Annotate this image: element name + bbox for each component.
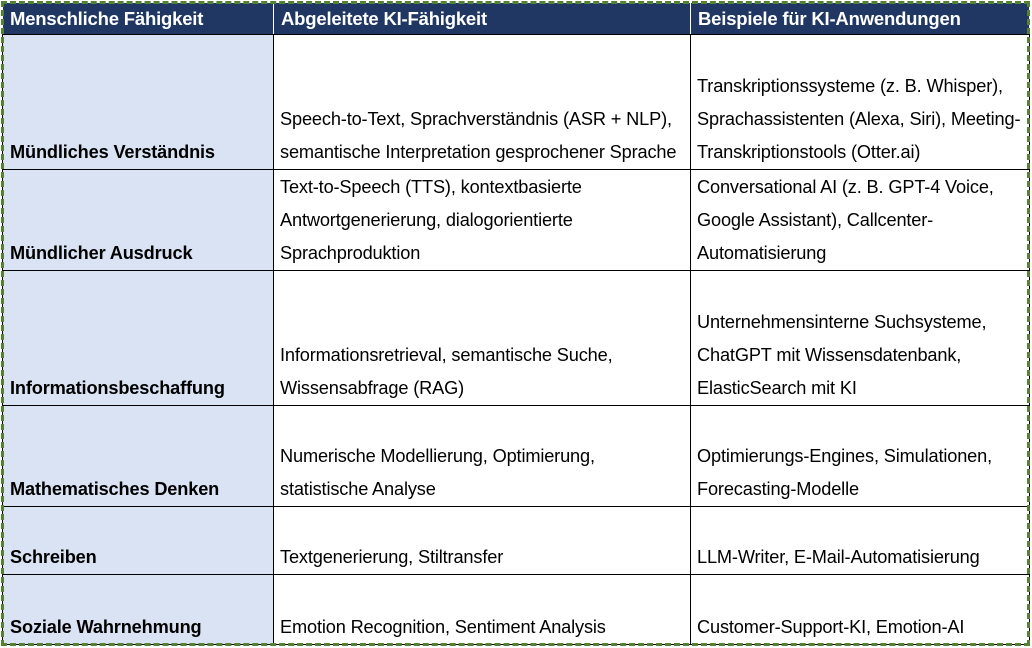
capability-text: Mündlicher Ausdruck	[10, 243, 193, 263]
capability-cell[interactable]	[3, 507, 274, 575]
capability-text: Soziale Wahrnehmung	[10, 617, 202, 637]
table-row	[3, 170, 1030, 271]
ai-capability-text: Text-to-Speech (TTS), kontextbasierte Antwortgenerierung, dialogorientierte Sprachproduktion	[280, 177, 582, 263]
examples-cell[interactable]	[691, 170, 1030, 271]
table-row	[3, 406, 1030, 507]
ai-capability-text: Textgenerierung, Stiltransfer	[280, 547, 504, 567]
examples-text: Conversational AI (z. B. GPT-4 Voice, Google Assistant), Callcenter-Automatisierung	[697, 177, 994, 263]
capability-text: Mathematisches Denken	[10, 479, 220, 499]
capability-cell[interactable]	[3, 170, 274, 271]
examples-text: Unternehmensinterne Suchsysteme, ChatGPT mit Wissensdatenbank, ElasticSearch mit KI	[697, 312, 987, 398]
ai-capability-text: Informationsretrieval, semantische Suche, Wissensabfrage (RAG)	[280, 345, 613, 398]
header-cell-examples[interactable]: Beispiele für KI-Anwendungen	[691, 3, 1030, 35]
capability-text: Schreiben	[10, 547, 97, 567]
ai-capability-cell[interactable]	[274, 507, 691, 575]
header-cell-capability[interactable]: Menschliche Fähigkeit	[3, 3, 274, 35]
examples-text: LLM-Writer, E-Mail-Automatisierung	[697, 547, 980, 567]
examples-cell[interactable]	[691, 575, 1030, 645]
examples-cell[interactable]	[691, 507, 1030, 575]
examples-cell[interactable]	[691, 35, 1030, 170]
header-row	[3, 3, 1030, 35]
examples-cell[interactable]	[691, 271, 1030, 406]
examples-cell[interactable]	[691, 406, 1030, 507]
capability-cell[interactable]	[3, 35, 274, 170]
ai-capability-text: Numerische Modellierung, Optimierung, statistische Analyse	[280, 446, 595, 499]
examples-text: Transkriptionssysteme (z. B. Whisper), Sprachassistenten (Alexa, Siri), Meeting-Transkriptionstools (Otter.ai)	[697, 76, 1021, 162]
ai-capability-cell[interactable]	[274, 35, 691, 170]
ai-capability-cell[interactable]	[274, 271, 691, 406]
capability-text: Mündliches Verständnis	[10, 142, 215, 162]
table-row	[3, 575, 1030, 645]
ai-capability-cell[interactable]	[274, 170, 691, 271]
header-cell-ai-capability[interactable]: Abgeleitete KI-Fähigkeit	[274, 3, 691, 35]
table-row	[3, 35, 1030, 170]
ai-capability-text: Speech-to-Text, Sprachverständnis (ASR + NLP), semantische Interpretation gesprochener Sprache	[280, 109, 677, 162]
capability-text: Informationsbeschaffung	[10, 378, 225, 398]
ai-capability-cell[interactable]	[274, 406, 691, 507]
capability-cell[interactable]	[3, 406, 274, 507]
capability-table	[2, 2, 1030, 645]
examples-text: Optimierungs-Engines, Simulationen, Forecasting-Modelle	[697, 446, 992, 499]
table-row	[3, 271, 1030, 406]
capability-cell[interactable]	[3, 271, 274, 406]
capability-cell[interactable]	[3, 575, 274, 645]
ai-capability-text: Emotion Recognition, Sentiment Analysis	[280, 617, 606, 637]
ai-capability-cell[interactable]	[274, 575, 691, 645]
examples-text: Customer-Support-KI, Emotion-AI	[697, 617, 965, 637]
table-row	[3, 507, 1030, 575]
